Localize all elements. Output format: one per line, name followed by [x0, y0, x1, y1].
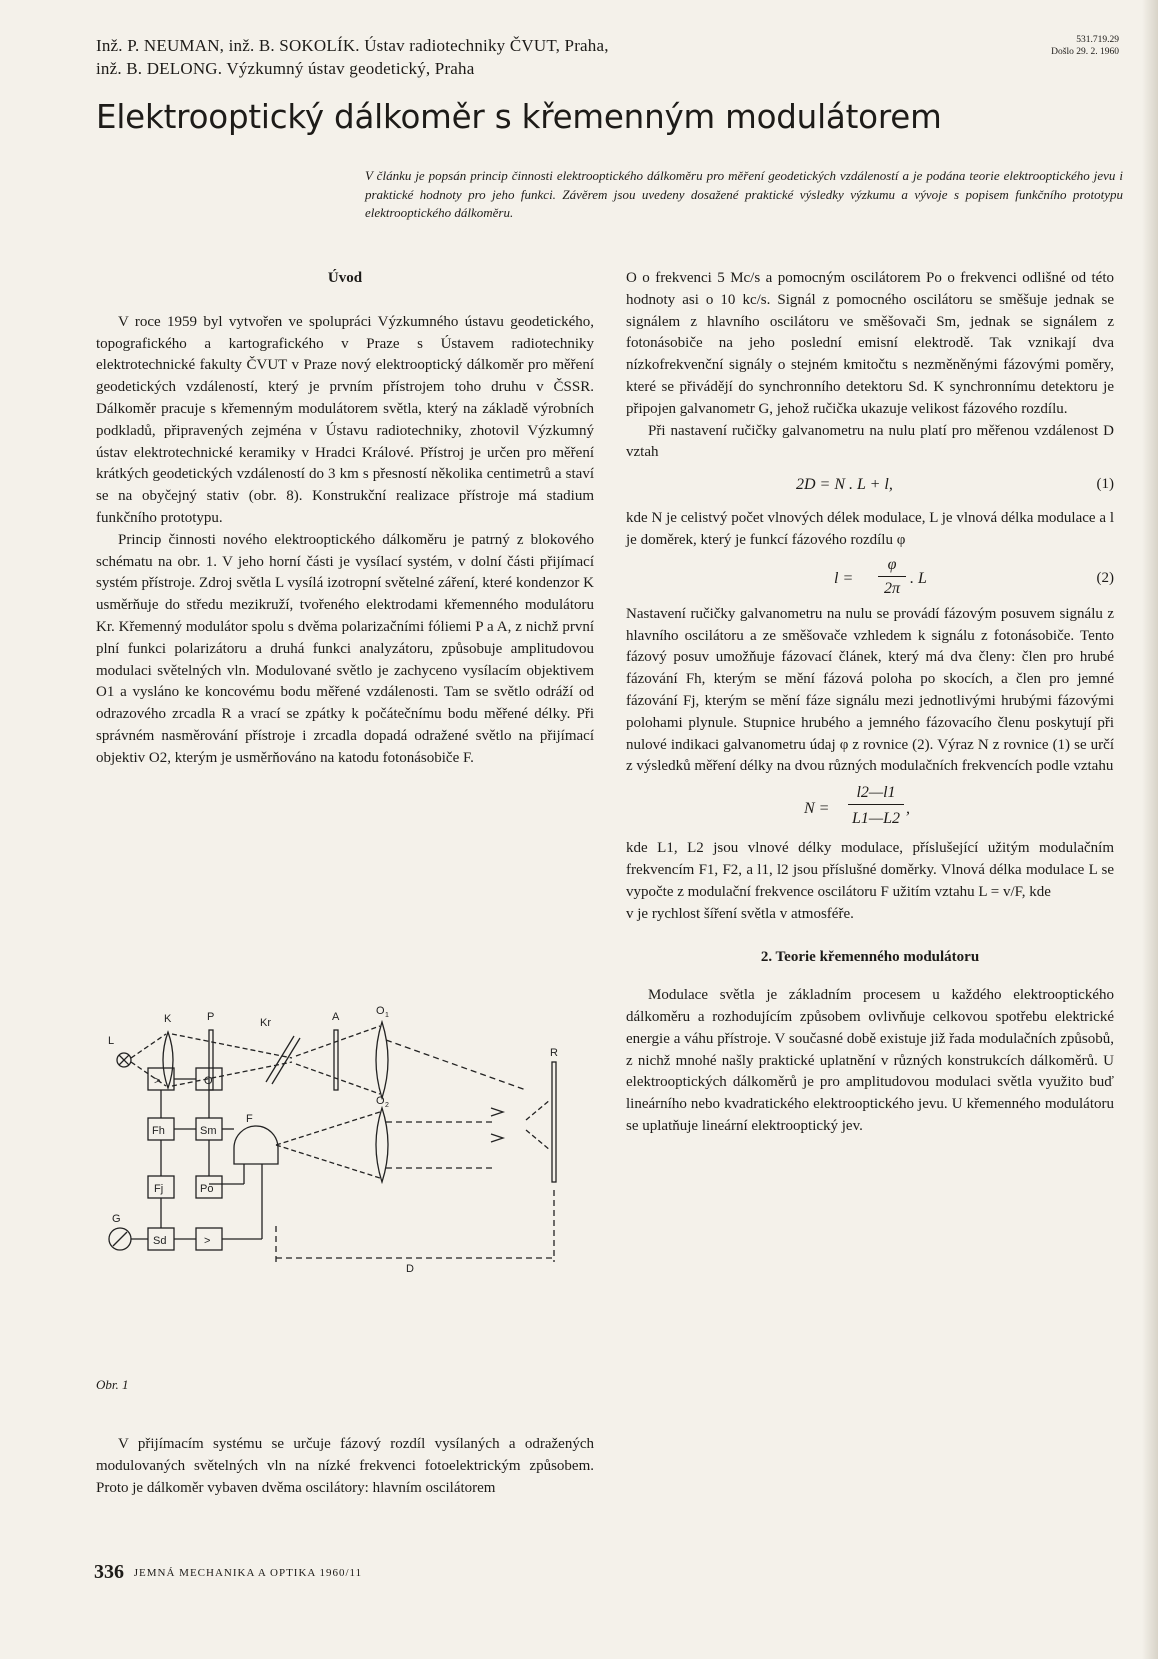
- label-Sd: Sd: [153, 1235, 167, 1247]
- paragraph: kde N je celistvý počet vlnových délek modulace, L je vlnová délka modulace a l je doměrek, který je funkcí fázového rozdílu φ: [626, 510, 1114, 548]
- paragraph: O o frekvenci 5 Mc/s a pomocným oscilátorem Po o frekvenci odlišné od této hodnoty asi o 10 kc/s. Signál z pomocného oscilátoru se směšuje jednak se signálem z hlavního oscilátoru ve směšovači Sm, jednak se signálem z fotonásobiče na jeho poslední emisní elektrodě. Tak vznikají dva nízkofrekvenční signály o stejném kmitočtu s nezměněnými fázovými poměry, které se přivádějí do synchronního detektoru Sd. K synchronnímu detektoru je připojen galvanometr G, jehož ručička ukazuje velikost fázového rozdílu.: [626, 270, 1114, 417]
- equation-2-numerator: φ: [878, 554, 906, 577]
- section-heading-uvod: Úvod: [327, 270, 363, 286]
- block-diagram-figure: [96, 1000, 626, 1345]
- page-edge-shadow: [1142, 0, 1158, 1659]
- equation-2-lhs: l =: [834, 569, 854, 587]
- label-Po: Po: [200, 1183, 214, 1195]
- label-O2: O: [376, 1095, 385, 1107]
- abstract: V článku je popsán princip činnosti elektrooptického dálkoměru pro měření geodetických vzdáleností a je podána teorie elektrooptického jevu i praktické hodnoty pro jeho funkci. Závěrem jsou uvedeny dosažené praktické výsledky výzkumu a vývoje s popisem funkčního prototypu elektrooptického dálkoměru.: [365, 168, 1123, 221]
- label-P: P: [207, 1011, 215, 1023]
- udc-code: 531.719.29: [1076, 35, 1119, 45]
- reflector-r: [552, 1062, 556, 1182]
- equation-3: [626, 778, 1114, 838]
- label-K: K: [164, 1013, 172, 1025]
- authors: [96, 34, 609, 80]
- left-column-top: [96, 268, 594, 770]
- equation-3-numerator: l2—l1: [848, 782, 904, 805]
- equation-2-rhs: . L: [910, 569, 927, 587]
- equation-1: [626, 464, 1114, 508]
- label-Fj: Fj: [154, 1183, 164, 1195]
- label-L: L: [108, 1035, 115, 1047]
- label-G: G: [112, 1213, 121, 1225]
- section-heading-2: 2. Teorie křemenného modulátoru: [760, 949, 980, 966]
- label-F: F: [246, 1113, 253, 1125]
- paragraph: V přijímacím systému se určuje fázový rozdíl vysílaných a odražených modulovaných světelných vln na nízké frekvenci fotoelektrickým způsobem. Proto je dálkoměr vybaven dvěma oscilátory: hlavním oscilátorem: [96, 1436, 594, 1496]
- authors-line-2: inž. B. DELONG. Výzkumný ústav geodetický, Praha: [96, 59, 475, 78]
- paragraph: Princip činnosti nového elektrooptického dálkoměru je patrný z blokového schématu na obr. 1. V jeho horní části je vysílací systém, v dolní části přijímací systém přístroje. Zdroj světla L vysílá izotropní světelné záření, které kondenzor K usměrňuje do středu mezikruží, tvořeného elektrodami křemenného modulátoru Kr. Křemenný modulátor spolu s dvěma polarizačními fóliemi P a A, z nichž první plní funkci polarizátoru a druhá funkci analyzátoru, způsobuje amplitudovou modulaci světelných vln. Modulované světlo je zachyceno vysílacím objektivem O1 a vysláno ke koncovému bodu měřené vzdálenosti. Tam se světlo odráží od odrazového zrcadla R a vrací se zpátky k počátečnímu bodu měřené délky. Při správném nasměrování přístroje i zrcadla dopadá odražené světlo na přijímací objektiv O2, kterým je usměrňováno na katodu fotonásobiče F.: [96, 531, 594, 766]
- transmit-lens-o1: [376, 1022, 388, 1098]
- label-A: A: [332, 1011, 340, 1023]
- paragraph: Modulace světla je základním procesem u každého elektrooptického dálkoměru a rozhodujícím způsobem ovlivňuje celkovou spotřebu elektrické energie a váhu přístroje. V současné době existuje již řada modulačních způsobů, z nichž mnohé našly praktické uplatnění v různých konstrukcích dálkoměrů. U elektrooptických dálkoměrů je pro amplitudovou modulaci světla využito buď lineárního nebo kvadratického elektrooptického jevu. U křemenného modulátoru se uplatňuje lineární elektrooptický jev.: [626, 987, 1114, 1134]
- journal-name: JEMNÁ MECHANIKA A OPTIKA 1960/11: [133, 1567, 363, 1579]
- equation-2: [626, 552, 1114, 604]
- photomultiplier-f: [234, 1126, 278, 1164]
- label-D: D: [406, 1263, 414, 1275]
- authors-line-1: Inž. P. NEUMAN, inž. B. SOKOLÍK. Ústav radiotechniky ČVUT, Praha,: [96, 36, 609, 55]
- equation-3-tail: ,: [906, 800, 910, 818]
- equation-3-lhs: N =: [804, 800, 830, 818]
- label-O1: O: [376, 1005, 385, 1017]
- paragraph: Při nastavení ručičky galvanometru na nulu platí pro měřenou vzdálenost D vztah: [626, 422, 1114, 461]
- right-column: [626, 268, 1114, 1138]
- paragraph: v je rychlost šíření světla v atmosféře.: [626, 905, 854, 922]
- paragraph: V roce 1959 byl vytvořen ve spolupráci Výzkumného ústavu geodetického, topografického a kartografického v Praze s Ústavem radiotechniky elektrotechnické fakulty ČVUT v Praze nový elektrooptický dálkoměr pro měření geodetických vzdáleností, který je prvním přístrojem toho druhu v ČSSR. Dálkoměr pracuje s křemenným modulátorem světla, který na základě výrobních podkladů, připravených zejména v Ústavu radiotechniky, zhotovil Výzkumný ústav elektrotechnické keramiky v Hradci Králové. Přístroj je určen pro měření krátkých geodetických vzdáleností do 3 km s přesností několika centimetrů a staví se na obyčejný stativ (obr. 8). Konstrukční realizace přístroje má stadium funkčního prototypu.: [96, 313, 594, 526]
- paragraph: kde L1, L2 jsou vlnové délky modulace, příslušející užitým modulačním frekvencím F1, F2, a l1, l2 jsou příslušné doměrky. Vlnová délka modulace L se vypočte z modulační frekvence oscilátoru F užitím vztahu L = v/F, kde: [626, 840, 1114, 900]
- label-O1-sub: 1: [385, 1012, 389, 1019]
- receive-lens-o2: [376, 1108, 388, 1182]
- figure-caption: Obr. 1: [96, 1377, 129, 1392]
- received-date: Došlo 29. 2. 1960: [1051, 47, 1119, 57]
- analyzer-a: [334, 1030, 338, 1090]
- equation-2-denominator: 2π: [883, 579, 900, 597]
- label-Fh: Fh: [152, 1125, 165, 1137]
- label-O2-sub: 2: [385, 1102, 389, 1109]
- paragraph: Nastavení ručičky galvanometru na nulu se provádí fázovým posuvem signálu z hlavního oscilátoru a ze směšovače vzhledem k signálu z fotonásobiče. Tento fázový posuv umožňuje fázovací článek, který má dva členy: člen pro hrubé fázování Fh, kterým se mění fázová poloha po skocích, a člen pro jemné fázování Fj, kterým se mění fáze signálu mezi jednotlivými hrubými fázovými polohami plynule. Stupnice hrubého a jemného fázovacího členu poskytují při nulové indikaci galvanometru údaj φ z rovnice (2). Výraz N z rovnice (1) se určí z výsledků měření délky na dvou různých modulačních frekvencích podle vztahu: [626, 605, 1114, 775]
- label-R: R: [550, 1047, 558, 1059]
- label-amp: >: [154, 1075, 161, 1087]
- article-title: Elektrooptický dálkoměr s křemenným modulátorem: [96, 98, 942, 136]
- label-Kr: Kr: [260, 1017, 271, 1029]
- equation-3-denominator: L1—L2: [851, 810, 901, 828]
- equation-1-number: (1): [1096, 476, 1114, 493]
- udc-block: [1013, 34, 1119, 58]
- equation-1-body: 2D = N . L + l,: [796, 476, 893, 494]
- page-number: 336: [94, 1561, 124, 1583]
- label-osc: O: [204, 1075, 213, 1087]
- left-column-bottom: [96, 1434, 594, 1499]
- condenser-lens: [163, 1032, 173, 1088]
- label-amp2: >: [204, 1235, 211, 1247]
- quartz-modulator: [266, 1036, 294, 1082]
- page-footer: [94, 1561, 362, 1584]
- label-Sm: Sm: [200, 1125, 217, 1137]
- equation-2-number: (2): [1096, 569, 1114, 586]
